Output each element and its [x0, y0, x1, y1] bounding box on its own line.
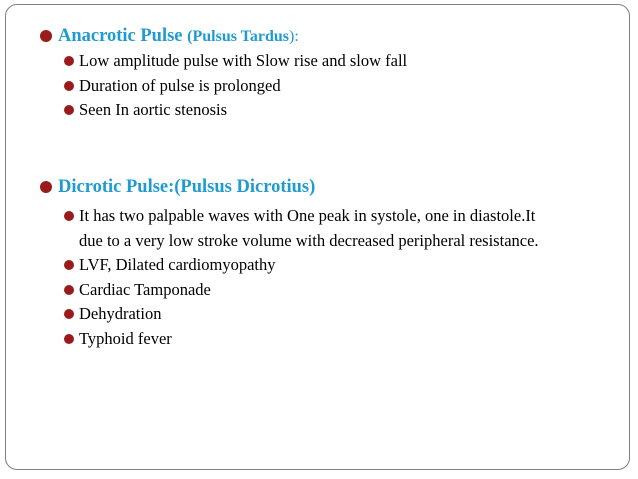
- list-item: Duration of pulse is prolonged: [6, 74, 559, 99]
- anacrotic-pulse-section: [6, 24, 559, 123]
- heading-title: Dicrotic Pulse:(Pulsus Dicrotius): [58, 177, 316, 197]
- bullet-icon: [64, 81, 74, 91]
- bullet-icon: [64, 260, 74, 270]
- bullet-icon: [64, 56, 74, 66]
- list-item: Dehydration: [6, 302, 559, 327]
- heading-subtitle: (Pulsus Tardus: [187, 28, 289, 45]
- list-item: Low amplitude pulse with Slow rise and slow fall: [6, 49, 559, 74]
- bullet-icon: [64, 211, 74, 221]
- list-item: Typhoid fever: [6, 327, 559, 352]
- list-item: Seen In aortic stenosis: [6, 98, 559, 123]
- bullet-icon: [40, 181, 52, 193]
- bullet-icon: [64, 105, 74, 115]
- list-item: LVF, Dilated cardiomyopathy: [6, 253, 559, 278]
- heading-suffix: ):: [288, 28, 299, 45]
- heading-title: Anacrotic Pulse: [58, 26, 188, 46]
- list-item: Cardiac Tamponade: [6, 278, 559, 303]
- list-item: It has two palpable waves with One peak in systole, one in diastole.It due to a very low stroke volume with decreased peripheral resistance.: [6, 204, 559, 253]
- bullet-icon: [40, 30, 52, 42]
- dicrotic-pulse-heading: [6, 175, 559, 199]
- dicrotic-pulse-section: [6, 175, 559, 351]
- bullet-icon: [64, 309, 74, 319]
- bullet-icon: [64, 285, 74, 295]
- slide-frame: [5, 4, 630, 470]
- bullet-icon: [64, 334, 74, 344]
- anacrotic-pulse-heading: [6, 24, 559, 49]
